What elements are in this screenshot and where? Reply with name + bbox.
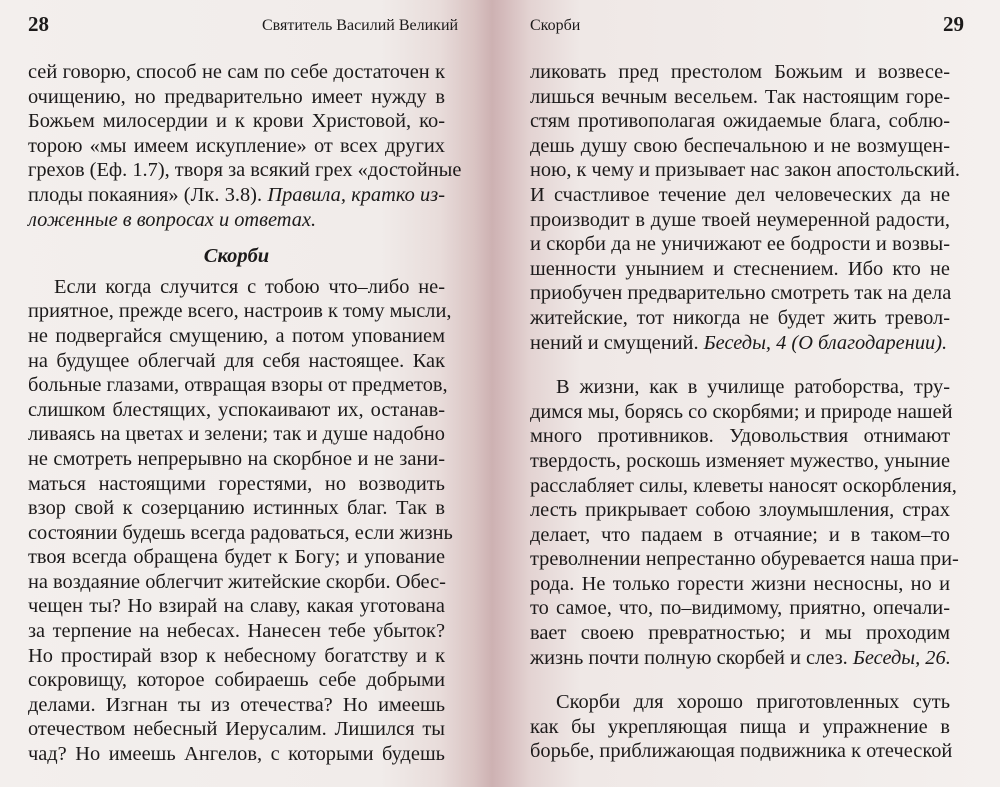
text-line — [28, 183, 445, 208]
left-page — [0, 0, 480, 787]
text-line: ликовать пред престолом Божьим и возвесе- — [530, 61, 950, 83]
text-line — [530, 646, 950, 671]
running-head: Святитель Василий Великий — [262, 17, 459, 34]
text-line: чад? Но имеешь Ангелов, с которыми будешь — [28, 743, 445, 766]
text-fragment: плоды покаяния» (Лк. 3.8). — [28, 183, 263, 206]
text-line: твоя всегда обращена будет к Богу; и упование — [28, 546, 445, 569]
page-body — [530, 60, 960, 764]
text-line: Но простирай взор к небесному богатству и к — [28, 644, 445, 667]
text-line: лишься вечным весельем. Так настоящим горе- — [530, 85, 950, 108]
text-line: на будущее облегчай для себя настоящее. Как — [28, 349, 445, 372]
text-line: Божьем милосердии и к крови Христовой, ко- — [28, 110, 445, 133]
text-line: шенности унынием и стеснением. Ибо кто не — [530, 257, 950, 280]
text-line: больные глазами, отвращая взоры от предметов, — [28, 374, 448, 397]
section-heading: Скорби — [203, 245, 270, 268]
text-line: житейские, тот никогда не будет жить тревол- — [530, 306, 950, 329]
text-fragment: нений и смущений. — [530, 331, 699, 354]
text-line: делами. Изгнан ты из отечества? Но имеешь — [28, 693, 445, 716]
page-number: 29 — [943, 12, 964, 36]
text-line: на воздаяние облегчит житейские скорби. Обес- — [28, 570, 446, 593]
right-page — [520, 0, 1000, 787]
text-line: чещен ты? Но взирай на славу, какая уготована — [28, 595, 445, 618]
text-line: сей говорю, способ не сам по себе достаточен к — [28, 61, 445, 83]
text-line: очищению, но предварительно имеет нужду в — [28, 85, 445, 108]
text-line: В жизни, как в училище ратоборства, тру- — [556, 376, 950, 399]
text-line: то самое, что, по–видимому, приятно, опечали- — [530, 597, 950, 620]
text-line: ною, к чему и призывает нас закон апостольский. — [530, 159, 960, 182]
text-line: борьбе, приближающая подвижника к отеческой — [530, 740, 953, 763]
text-line: и скорби да не уничижают ее бодрости и возвы- — [530, 233, 950, 256]
text-line: сокровищу, которое собираешь себе добрыми — [28, 669, 445, 692]
page-number: 28 — [28, 12, 49, 36]
text-line: приятное, прежде всего, настроив к тому мысли, — [28, 300, 452, 323]
text-line: димся мы, борясь со скорбями; и природе нашей — [530, 400, 953, 423]
text-line: отечеством небесный Иерусалим. Лишился ты — [28, 718, 445, 741]
text-line: треволнении непрестанно обуревается наша при- — [530, 548, 959, 571]
source-citation: Беседы, 4 (О благодарении). — [703, 331, 948, 354]
text-line: маться настоящими горестями, но возводить — [28, 472, 445, 495]
source-citation: Правила, кратко из- — [267, 183, 445, 206]
text-line: делает, что падаем в отчаяние; и в таком–то — [530, 523, 950, 546]
text-line: не подвергайся смущению, а потом упованием — [28, 324, 445, 347]
page-body — [28, 60, 462, 767]
text-line: приобучен предварительно смотреть так на дела — [530, 282, 952, 305]
paragraph-gap — [530, 355, 950, 375]
text-line: не смотреть непрерывно на скорбное и не зани- — [28, 447, 445, 470]
text-line: дешь душу свою беспечальною и не возмущен- — [530, 134, 950, 157]
text-line: И счастливое течение дел человеческих да не — [530, 183, 950, 206]
text-line: рода. Не только горести жизни несносны, но и — [530, 572, 950, 595]
text-line: твердость, роскошь изменяет мужество, уныние — [530, 449, 950, 472]
text-line: лесть прикрывает собою злоумышления, страх — [530, 499, 950, 522]
running-head: Скорби — [530, 17, 581, 34]
source-citation: ложенные в вопросах и ответах. — [28, 208, 317, 231]
text-line — [28, 208, 445, 233]
text-fragment: жизнь почти полную скорбей и слез. — [530, 646, 848, 669]
text-line: много противников. Удовольствия отнимают — [530, 425, 950, 448]
text-line — [530, 331, 950, 356]
text-line: расслабляет силы, клеветы наносят оскорбления, — [530, 474, 957, 497]
text-line: торою «мы имеем искупление» от всех других — [28, 134, 445, 157]
text-line: состоянии будешь всегда радоваться, если жизнь — [28, 521, 453, 544]
text-line: производит в душе твоей неумеренной радости, — [530, 208, 950, 231]
text-line: взор свой к созерцанию истинных благ. Так в — [28, 497, 445, 520]
source-citation: Беседы, 26. — [852, 646, 951, 669]
text-line: вает своею превратностью; и мы проходим — [530, 622, 950, 645]
text-line: слишком блестящих, успокаивают их, останав- — [28, 398, 445, 421]
text-line: за терпение на небесах. Нанесен тебе убыток? — [28, 620, 445, 643]
text-line: грехов (Еф. 1.7), творя за всякий грех «достойные — [28, 159, 462, 182]
text-line: Если когда случится с тобою что–либо не- — [54, 275, 445, 298]
text-line: как бы укрепляющая пища и упражнение в — [530, 715, 950, 738]
paragraph-gap — [530, 670, 950, 690]
text-line: Скорби для хорошо приготовленных суть — [556, 691, 950, 714]
text-line: стям противополагая ожидаемые блага, соблю- — [530, 110, 950, 133]
text-line: ливаясь на цветах и зелени; так и душе надобно — [28, 423, 445, 446]
